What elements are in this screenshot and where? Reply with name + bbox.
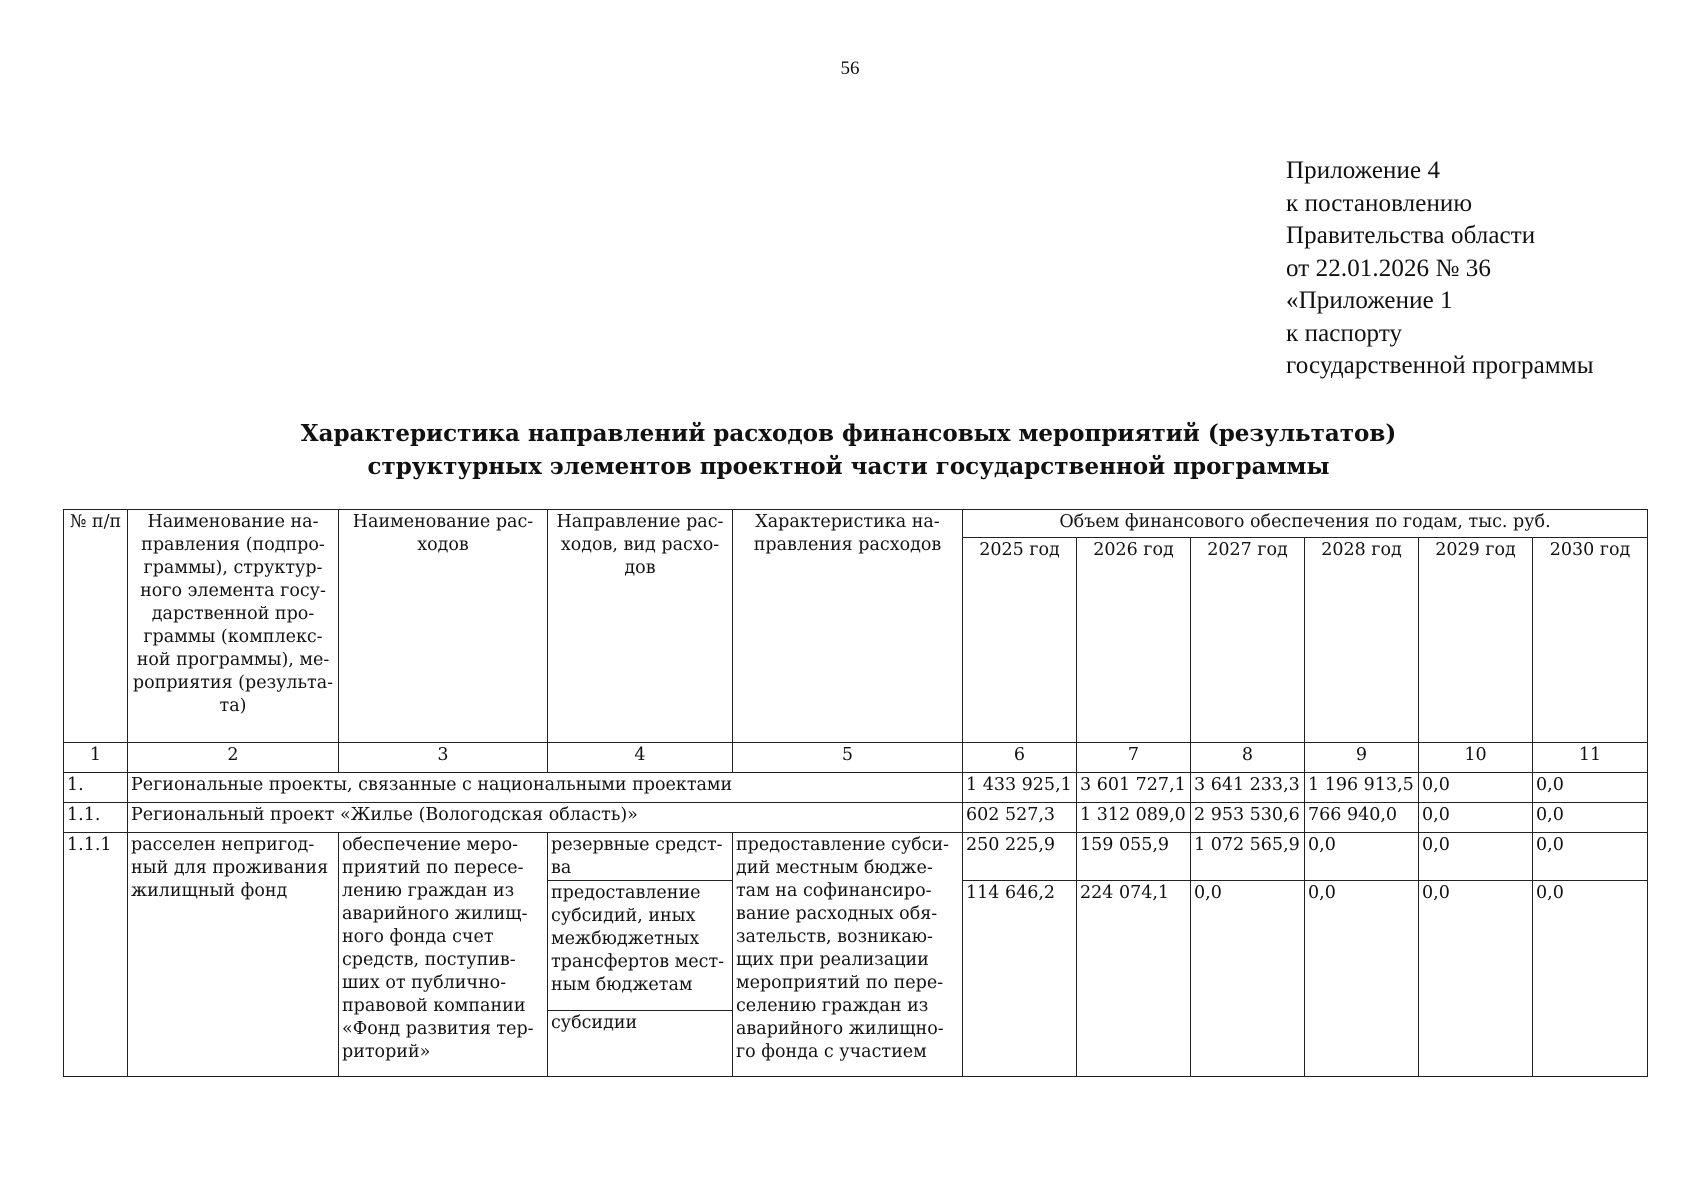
- value-cell: 0,0: [1419, 881, 1533, 1077]
- row-characteristic: предоставление субси-дий местным бюдже-там на софинансиро-вание расходных обя-зательств, возникаю-щих при реализации мероприятий по пере-селению граждан из аварийного жилищно-го фонда с участием: [733, 833, 963, 1077]
- appendix-line: Правительства области: [1286, 222, 1536, 249]
- header-characteristic: Характеристика на-правления расходов: [733, 510, 963, 743]
- header-year: 2030 год: [1533, 538, 1648, 743]
- row-name: Региональный проект «Жилье (Вологодская область)»: [128, 803, 963, 833]
- value-cell: 3 601 727,1: [1077, 773, 1191, 803]
- value-cell: 0,0: [1533, 803, 1648, 833]
- value-cell: 114 646,2: [963, 881, 1077, 1077]
- appendix-line: государственной программы: [1286, 352, 1594, 379]
- appendix-line: к паспорту: [1286, 319, 1403, 347]
- header-num: № п/п: [64, 510, 128, 743]
- column-number: 8: [1191, 743, 1305, 773]
- value-cell: 1 072 565,9: [1191, 833, 1305, 881]
- column-number: 2: [128, 743, 339, 773]
- row-expense-direction: предоставление субсидий, иных межбюджетных трансфертов мест-ным бюджетам: [548, 881, 733, 1011]
- appendix-line: «Приложение 1: [1286, 287, 1453, 314]
- header-expense-direction: Направление рас-ходов, вид расхо-дов: [548, 510, 733, 743]
- value-cell: 159 055,9: [1077, 833, 1191, 881]
- column-number: 7: [1077, 743, 1191, 773]
- value-cell: 0,0: [1305, 881, 1419, 1077]
- column-number: 11: [1533, 743, 1648, 773]
- value-cell: 0,0: [1419, 803, 1533, 833]
- header-expense-name: Наименование рас-ходов: [339, 510, 548, 743]
- column-number: 6: [963, 743, 1077, 773]
- value-cell: 1 196 913,5: [1305, 773, 1419, 803]
- row-expense-direction: субсидии: [548, 1011, 733, 1077]
- value-cell: 250 225,9: [963, 833, 1077, 881]
- column-number-row: [64, 743, 1648, 773]
- row-num: 1.1.: [64, 803, 128, 833]
- column-number: 9: [1305, 743, 1419, 773]
- table-row: [64, 803, 1648, 833]
- header-year: 2026 год: [1077, 538, 1191, 743]
- value-cell: 224 074,1: [1077, 881, 1191, 1077]
- row-num: 1.: [64, 773, 128, 803]
- appendix-line: к постановлению: [1286, 189, 1473, 217]
- header-row: [64, 510, 1648, 538]
- value-cell: 1 433 925,1: [963, 773, 1077, 803]
- value-cell: 1 312 089,0: [1077, 803, 1191, 833]
- row-direction: расселен непригод-ный для проживания жилищный фонд: [128, 833, 339, 1077]
- header-year: 2025 год: [963, 538, 1077, 743]
- value-cell: 2 953 530,6: [1191, 803, 1305, 833]
- value-cell: 0,0: [1533, 881, 1648, 1077]
- value-cell: 602 527,3: [963, 803, 1077, 833]
- row-expense-direction: резервные средст-ва: [548, 833, 733, 881]
- appendix-line: Приложение 4: [1286, 157, 1441, 184]
- page-number: 56: [840, 58, 860, 79]
- header-year: 2029 год: [1419, 538, 1533, 743]
- row-name: Региональные проекты, связанные с национальными проектами: [128, 773, 963, 803]
- document-title: [0, 417, 1697, 483]
- header-year: 2028 год: [1305, 538, 1419, 743]
- row-expense-name: обеспечение меро-приятий по пересе-лению граждан из аварийного жилищ-ного фонда счет средств, поступив-ших от публично-правовой компании «Фонд развития тер-риторий»: [339, 833, 548, 1077]
- value-cell: 0,0: [1191, 881, 1305, 1077]
- column-number: 1: [64, 743, 128, 773]
- value-cell: 3 641 233,3: [1191, 773, 1305, 803]
- header-direction: Наименование на-правления (подпро-граммы), структур-ного элемента госу-дарственной про-граммы (комплекс-ной программы), ме-роприятия (результа-та): [128, 510, 339, 743]
- column-number: 4: [548, 743, 733, 773]
- value-cell: 0,0: [1533, 833, 1648, 881]
- value-cell: 0,0: [1419, 833, 1533, 881]
- title-line: структурных элементов проектной части государственной программы: [367, 453, 1330, 480]
- column-number: 3: [339, 743, 548, 773]
- row-num: 1.1.1: [64, 833, 128, 1077]
- value-cell: 0,0: [1419, 773, 1533, 803]
- column-number: 5: [733, 743, 963, 773]
- title-line: Характеристика направлений расходов финансовых мероприятий (результатов): [300, 420, 1397, 447]
- value-cell: 766 940,0: [1305, 803, 1419, 833]
- appendix-line: от 22.01.2026 № 36: [1286, 254, 1491, 282]
- header-funding-group: Объем финансового обеспечения по годам, тыс. руб.: [963, 510, 1648, 538]
- value-cell: 0,0: [1305, 833, 1419, 881]
- expenses-table: [63, 509, 1648, 1077]
- table-row: [64, 773, 1648, 803]
- appendix-block: [1286, 155, 1594, 383]
- column-number: 10: [1419, 743, 1533, 773]
- table-row: [64, 833, 1648, 881]
- value-cell: 0,0: [1533, 773, 1648, 803]
- header-year: 2027 год: [1191, 538, 1305, 743]
